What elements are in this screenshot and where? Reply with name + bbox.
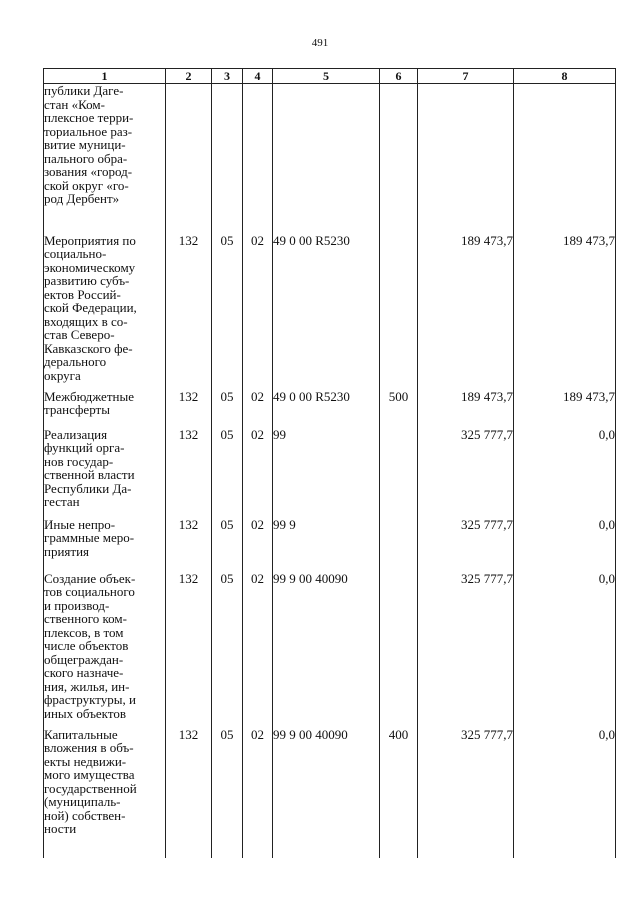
row-cell-6 [380,234,418,390]
column-header-6: 6 [380,69,418,84]
row-cell-8: 0,0 [514,518,616,572]
row-cell-2: 132 [166,572,212,728]
row-cell-5: 49 0 00 R5230 [273,390,380,428]
table-row [44,728,616,858]
budget-table [43,68,616,858]
row-name: Создание объек- тов социального и производ- ственного ком- плексов, в том числе объектов общеграждан- ского назначе- ния, жилья, ин- фраструктуры, и иных объектов [44,570,136,721]
row-name: Реализация функций орга- нов государ- ственной власти Республики Да- гестан [44,426,135,509]
row-cell-6 [380,84,418,234]
row-cell-4: 02 [243,518,273,572]
row-cell-5 [273,84,380,234]
row-cell-3 [212,84,243,234]
row-cell-4: 02 [243,572,273,728]
column-header-2: 2 [166,69,212,84]
row-cell-5: 99 [273,428,380,518]
row-cell-5: 99 9 00 40090 [273,728,380,858]
row-cell-3: 05 [212,728,243,858]
row-name: Мероприятия по социально- экономическому развитию субъ- ектов Россий- ской Федерации, входящих в со- став Северо- Кавказского фе- дерального округа [44,232,137,383]
row-cell-8: 189 473,7 [514,390,616,428]
row-name-cell [44,728,166,858]
row-cell-5: 99 9 [273,518,380,572]
row-cell-8: 0,0 [514,428,616,518]
row-cell-6: 400 [380,728,418,858]
row-cell-3: 05 [212,428,243,518]
row-cell-6 [380,428,418,518]
row-name-cell [44,234,166,390]
row-name-cell [44,84,166,234]
row-cell-8: 0,0 [514,728,616,858]
column-header-5: 5 [273,69,380,84]
row-cell-8 [514,84,616,234]
row-cell-4: 02 [243,234,273,390]
row-cell-7: 325 777,7 [418,518,514,572]
row-name: Межбюджетные трансферты [44,388,134,417]
row-cell-2: 132 [166,428,212,518]
row-cell-4: 02 [243,728,273,858]
table-row [44,428,616,518]
row-cell-3: 05 [212,390,243,428]
row-cell-2: 132 [166,728,212,858]
header-row [44,69,616,84]
row-cell-2 [166,84,212,234]
table-row [44,234,616,390]
column-header-7: 7 [418,69,514,84]
row-cell-3: 05 [212,518,243,572]
row-name: Иные непро- граммные меро- приятия [44,516,135,559]
row-cell-5: 99 9 00 40090 [273,572,380,728]
row-cell-3: 05 [212,234,243,390]
table-row [44,518,616,572]
row-name: публики Даге- стан «Ком- плексное терри- ториальное раз- витие муници- пального обра- зования «город- ской округ «го- род Дербент» [44,83,134,206]
column-header-1: 1 [44,69,166,84]
row-cell-2: 132 [166,234,212,390]
column-header-3: 3 [212,69,243,84]
row-name-cell [44,572,166,728]
row-cell-6: 500 [380,390,418,428]
row-cell-7: 325 777,7 [418,728,514,858]
table-row [44,84,616,234]
row-name-cell [44,428,166,518]
row-cell-2: 132 [166,518,212,572]
row-cell-8: 0,0 [514,572,616,728]
row-name-cell [44,390,166,428]
row-cell-4 [243,84,273,234]
column-header-8: 8 [514,69,616,84]
row-cell-4: 02 [243,390,273,428]
row-name: Капитальные вложения в объ- екты недвижи- мого имущества государственной (муниципаль- ной) собствен- ности [44,726,137,836]
row-cell-6 [380,518,418,572]
row-cell-3: 05 [212,572,243,728]
row-cell-7: 189 473,7 [418,234,514,390]
row-cell-7: 325 777,7 [418,428,514,518]
table-row [44,390,616,428]
table-row [44,572,616,728]
row-name-cell [44,518,166,572]
row-cell-8: 189 473,7 [514,234,616,390]
page-number: 491 [311,37,329,49]
row-cell-7 [418,84,514,234]
row-cell-7: 325 777,7 [418,572,514,728]
row-cell-2: 132 [166,390,212,428]
column-header-4: 4 [243,69,273,84]
row-cell-4: 02 [243,428,273,518]
row-cell-5: 49 0 00 R5230 [273,234,380,390]
row-cell-7: 189 473,7 [418,390,514,428]
row-cell-6 [380,572,418,728]
